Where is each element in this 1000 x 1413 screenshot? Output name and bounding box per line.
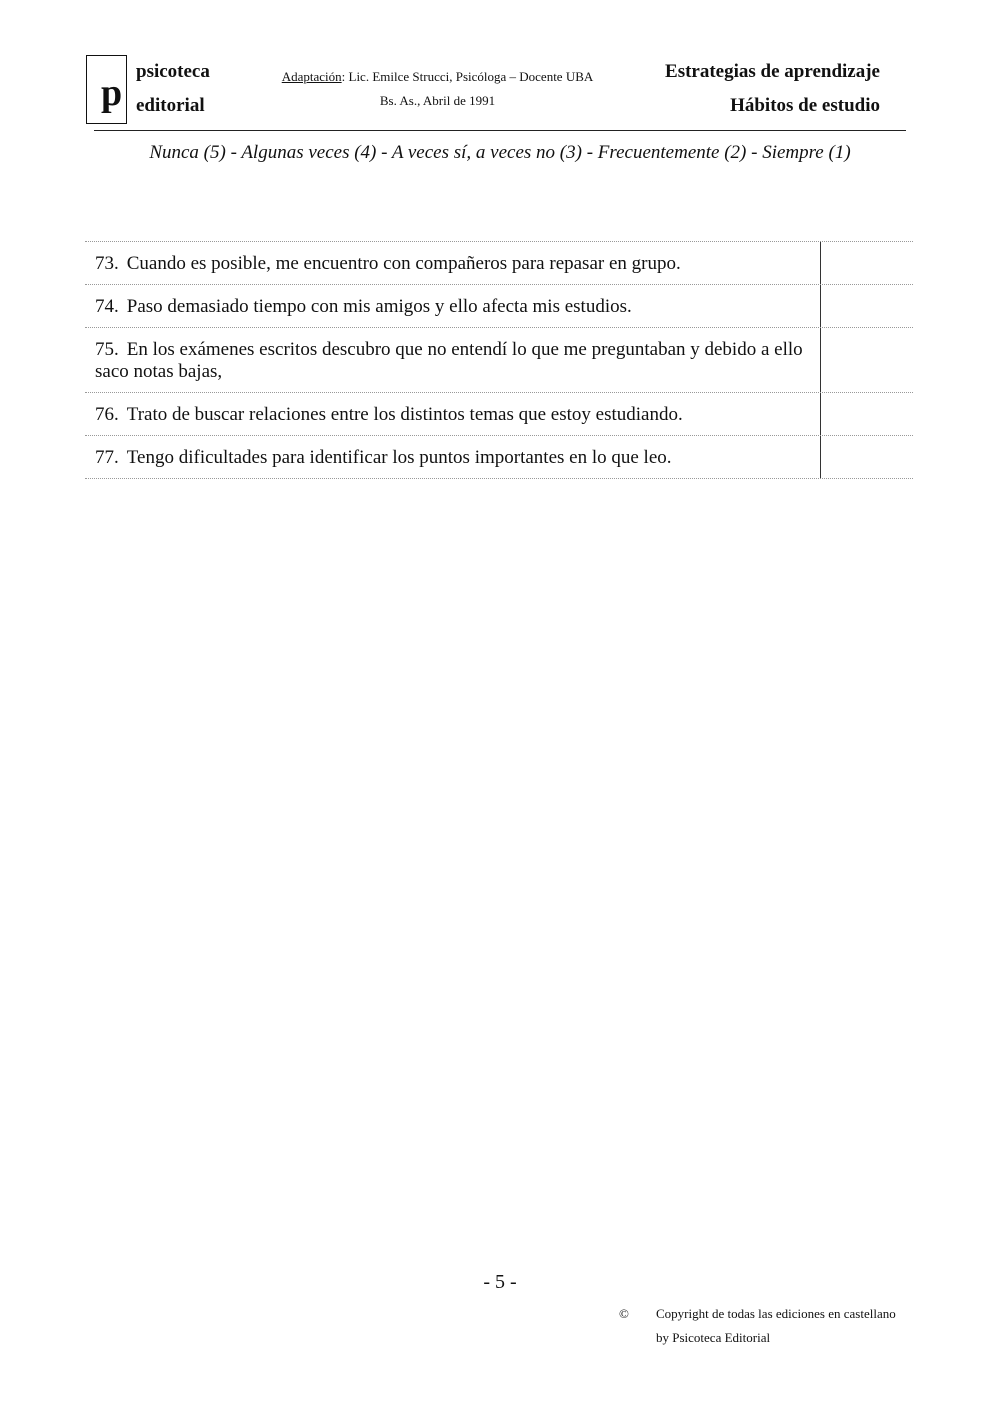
document-title: Estrategias de aprendizaje <box>665 61 880 82</box>
answer-box[interactable] <box>820 436 913 478</box>
item-number: 77. <box>95 447 119 468</box>
questionnaire-table <box>85 241 913 479</box>
item-statement <box>85 436 820 478</box>
copyright-line2: by Psicoteca Editorial <box>656 1330 771 1345</box>
answer-box[interactable] <box>820 328 913 392</box>
brand-name-line2: editorial <box>136 95 205 116</box>
item-number: 74. <box>95 296 119 317</box>
item-number: 75. <box>95 339 119 360</box>
item-text: En los exámenes escritos descubro que no entendí lo que me preguntaban y debido a ello saco notas bajas, <box>95 339 803 382</box>
page-number: - 5 - <box>483 1271 517 1293</box>
item-statement <box>85 393 820 435</box>
header-divider <box>94 130 906 131</box>
adaptation-date: Bs. As., Abril de 1991 <box>379 93 496 108</box>
item-number: 76. <box>95 404 119 425</box>
adaptation-credit <box>250 69 625 85</box>
document-subtitle: Hábitos de estudio <box>730 95 880 116</box>
questionnaire-row <box>85 435 913 479</box>
item-text: Tengo dificultades para identificar los puntos importantes en lo que leo. <box>126 447 672 468</box>
answer-box[interactable] <box>820 285 913 327</box>
logo-letter: p <box>101 72 123 114</box>
brand-name-line1: psicoteca <box>136 61 210 82</box>
questionnaire-row <box>85 327 913 392</box>
item-statement <box>85 328 820 392</box>
answer-box[interactable] <box>820 242 913 284</box>
copyright-line1: Copyright de todas las ediciones en castellano <box>656 1306 896 1321</box>
item-text: Trato de buscar relaciones entre los distintos temas que estoy estudiando. <box>126 404 683 425</box>
item-statement <box>85 242 820 284</box>
questionnaire-row <box>85 284 913 327</box>
item-number: 73. <box>95 253 119 274</box>
questionnaire-row <box>85 241 913 284</box>
adaptation-label: Adaptación <box>281 69 342 84</box>
questionnaire-row <box>85 392 913 435</box>
item-text: Cuando es posible, me encuentro con compañeros para repasar en grupo. <box>126 253 681 274</box>
adaptation-text: : Lic. Emilce Strucci, Psicóloga – Docente UBA <box>341 69 594 84</box>
answer-box[interactable] <box>820 393 913 435</box>
copyright-symbol: © <box>619 1306 629 1321</box>
item-statement <box>85 285 820 327</box>
response-scale: Nunca (5) - Algunas veces (4) - A veces sí, a veces no (3) - Frecuentemente (2) - Siempre (1) <box>149 142 851 163</box>
item-text: Paso demasiado tiempo con mis amigos y ello afecta mis estudios. <box>126 296 632 317</box>
